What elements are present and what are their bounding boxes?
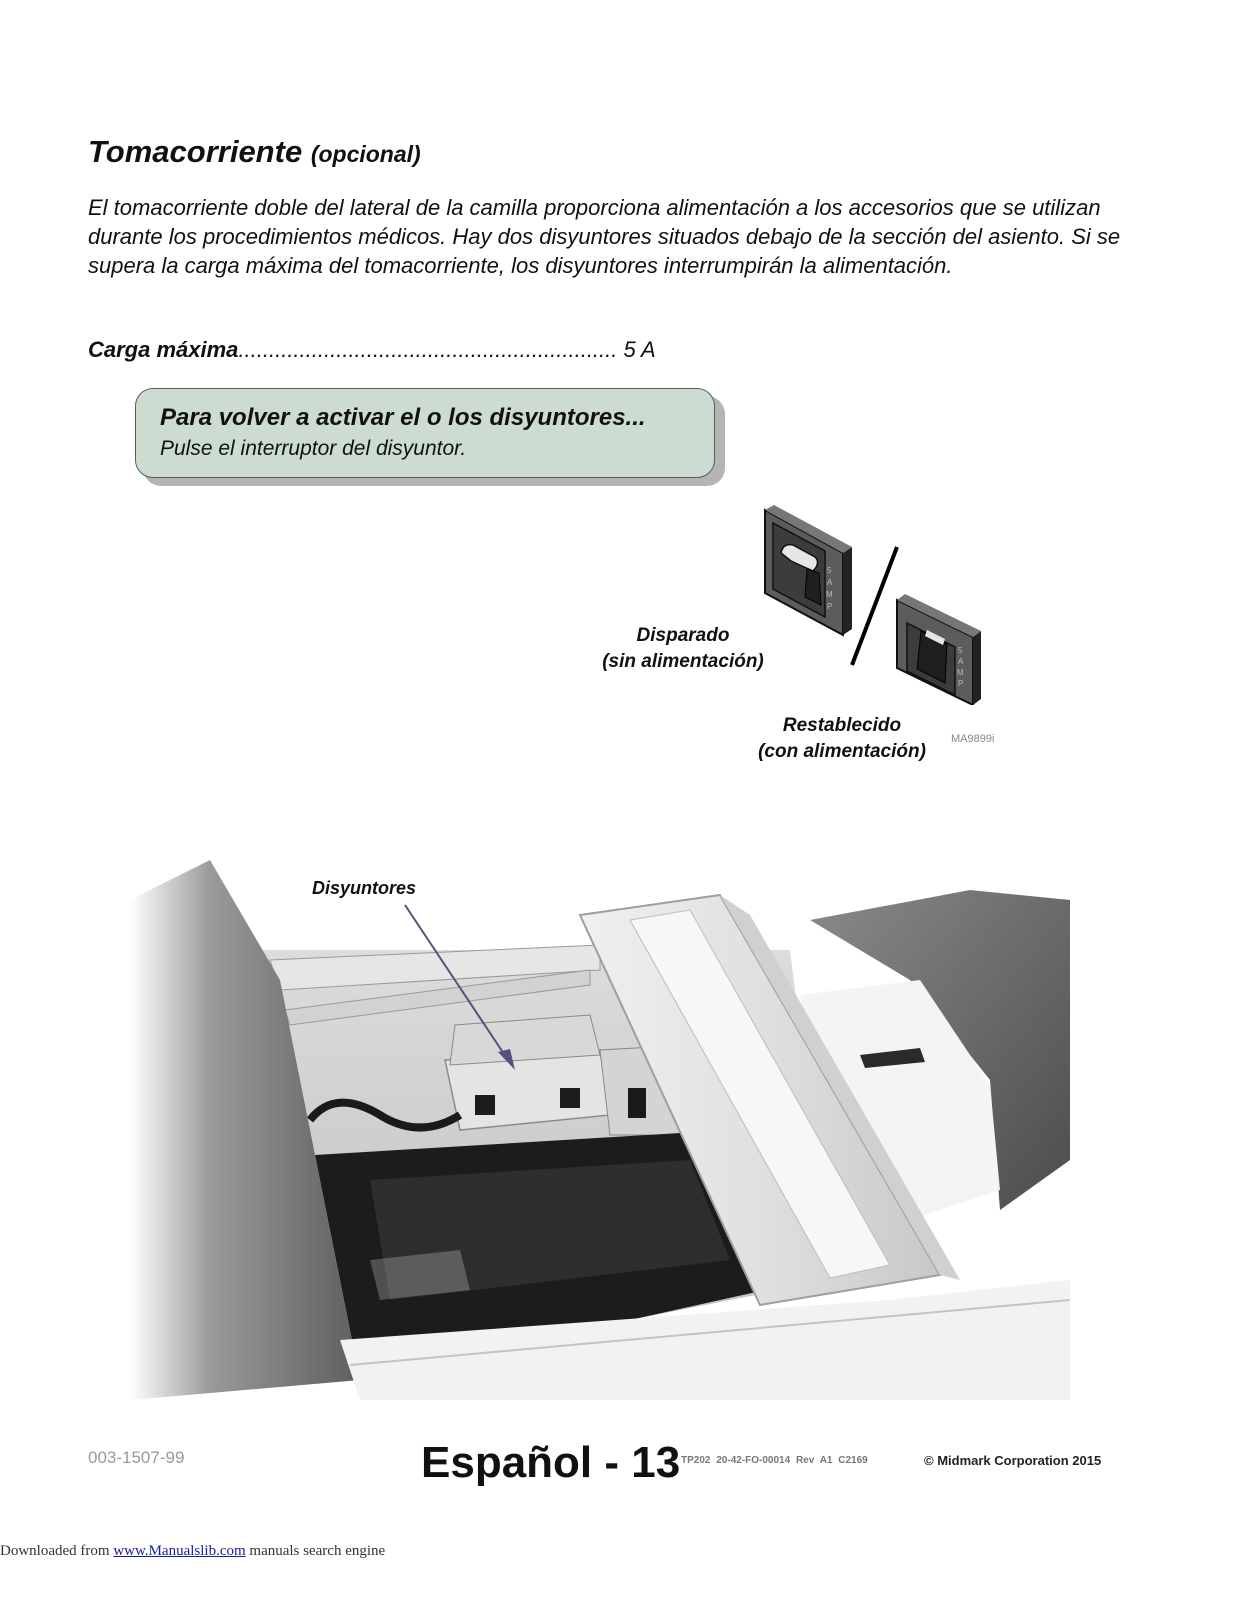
- breakers-callout-label: Disyuntores: [312, 878, 417, 898]
- spec-label: Carga máxima: [88, 337, 239, 362]
- svg-text:P: P: [958, 679, 964, 688]
- spec-leader: ..............................................................: [238, 337, 618, 362]
- chair-seat-photo: [130, 860, 1070, 1400]
- section-title-suffix: (opcional): [310, 141, 421, 167]
- page-label: Español - 13: [421, 1438, 681, 1487]
- breaker-switch-right: [560, 1088, 580, 1108]
- copyright: © Midmark Corporation 2015: [924, 1453, 1102, 1468]
- max-load-spec: [88, 337, 656, 363]
- svg-text:A: A: [827, 578, 833, 587]
- section-title-text: Tomacorriente: [88, 134, 303, 169]
- download-note: Downloaded from www.Manualslib.com manuals search engine: [0, 1543, 386, 1559]
- svg-text:P: P: [827, 602, 833, 611]
- svg-text:M: M: [957, 668, 964, 677]
- figure-code: MA9899i: [951, 733, 995, 745]
- intro-paragraph: El tomacorriente doble del lateral de la camilla proporciona alimentación a los accesorios que se utilizan durante los procedimientos médicos. Hay dos disyuntores situados debajo de la sección del asiento. Si se supera la carga máxima del tomacorriente, los disyuntores interrumpirán la alimentación.: [88, 195, 1121, 278]
- spec-value: 5 A: [623, 337, 656, 362]
- tripped-switch-icon: [765, 505, 852, 635]
- reset-label: Restablecido (con alimentación): [758, 715, 926, 762]
- separator-slash: [852, 547, 897, 665]
- tripped-label: Disparado (sin alimentación): [602, 625, 764, 672]
- svg-text:5: 5: [958, 646, 963, 655]
- breaker-switch-left: [475, 1095, 495, 1115]
- doc-number: 003-1507-99: [88, 1448, 185, 1467]
- section-title: [88, 134, 421, 170]
- svg-text:M: M: [826, 590, 833, 599]
- manualslib-link[interactable]: www.Manualslib.com: [113, 1543, 246, 1559]
- callout-box: [135, 388, 715, 478]
- breaker-switch-illustration: [755, 505, 995, 705]
- callout-text: Pulse el interruptor del disyuntor.: [160, 437, 467, 460]
- svg-text:5: 5: [827, 566, 832, 575]
- svg-text:A: A: [958, 657, 964, 666]
- part-info: TP202 20-42-FO-00014 Rev A1 C2169: [681, 1455, 868, 1466]
- callout-heading: Para volver a activar el o los disyuntores...: [160, 404, 646, 431]
- reset-switch-icon: [897, 594, 981, 705]
